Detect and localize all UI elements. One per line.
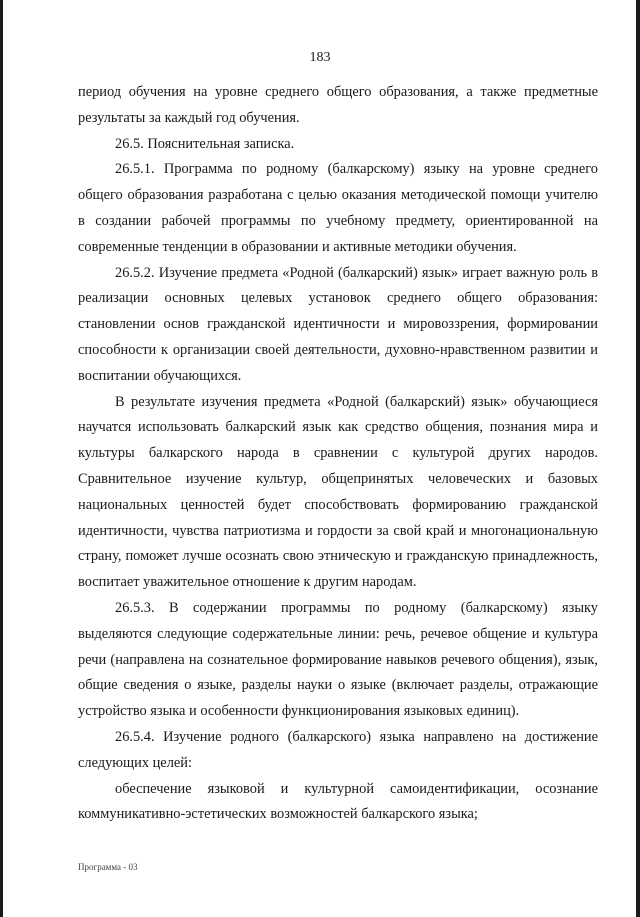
scan-edge-right: [636, 0, 640, 917]
paragraph: 26.5.4. Изучение родного (балкарского) языка направлено на достижение следующих целей:: [78, 728, 598, 771]
body-text: [78, 80, 598, 828]
footer-label: Программа - 03: [78, 862, 138, 872]
paragraph: В результате изучения предмета «Родной (балкарский) язык» обучающиеся научатся использовать балкарский язык как средство общения, познания мира и культуры балкарского народа в сравнении с культурой других народов. Сравнительное изучение культур, общепринятых человеческих и базовых национальных ценностей будет способствовать формированию гражданской идентичности, чувства патриотизма и гордости за свой край и многонациональную страну, поможет лучше осознать свою этническую и гражданскую принадлежность, воспитает уважительное отношение к другим народам.: [78, 393, 598, 591]
scan-edge-left: [0, 0, 3, 917]
paragraph: 26.5.3. В содержании программы по родному (балкарскому) языку выделяются следующие содержательные линии: речь, речевое общение и культура речи (направлена на сознательное формирование навыков речевого общения), язык, общие сведения о языке, разделы науки о языке (включает разделы, отражающие устройство языка и особенности функционирования языковых единиц).: [78, 599, 598, 720]
paragraph: 26.5.1. Программа по родному (балкарскому) языку на уровне среднего общего образования разработана с целью оказания методической помощи учителю в создании рабочей программы по учебному предмету, ориентированной на современные тенденции в образовании и активные методики обучения.: [78, 161, 598, 255]
page-number: 183: [309, 50, 331, 65]
paragraph: обеспечение языковой и культурной самоидентификации, осознание коммуникативно-эстетических возможностей балкарского языка;: [78, 780, 598, 823]
paragraph: 26.5.2. Изучение предмета «Родной (балкарский) язык» играет важную роль в реализации основных целевых установок среднего общего образования: становлении основ гражданской идентичности и мировоззрения, формировании способности к организации своей деятельности, духовно-нравственном развитии и воспитании обучающихся.: [78, 264, 598, 384]
paragraph: период обучения на уровне среднего общего образования, а также предметные результаты за каждый год обучения.: [78, 84, 598, 126]
paragraph: 26.5. Пояснительная записка.: [115, 135, 295, 152]
